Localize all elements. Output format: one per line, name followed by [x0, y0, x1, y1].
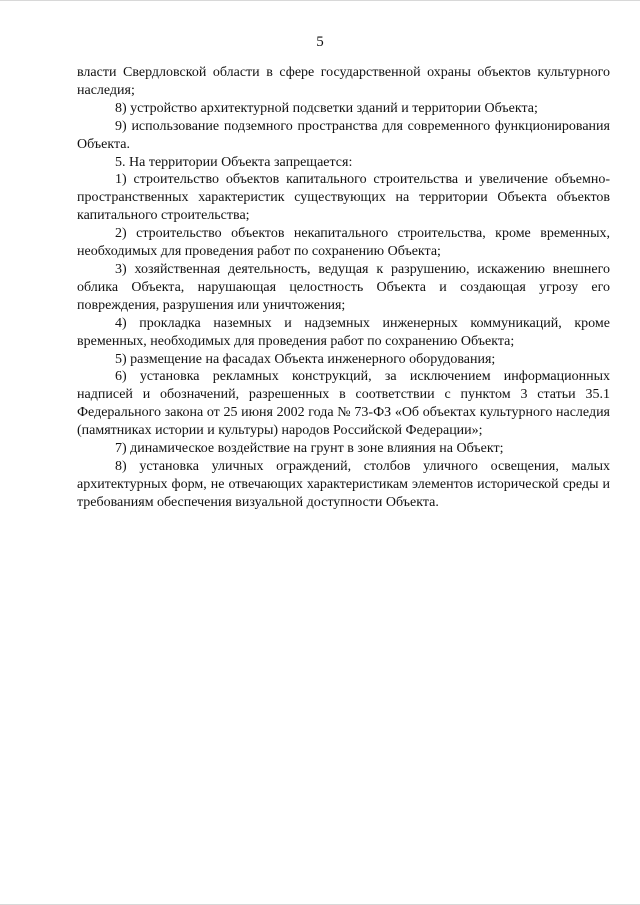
- prohibition-item-1: 1) строительство объектов капитального строительства и увеличение объемно-пространственных характеристик существующих на территории Объекта объектов капитального строительства;: [77, 172, 610, 224]
- list-item-9-underground-space: 9) использование подземного пространства для современного функционирования Объекта.: [77, 118, 610, 152]
- page-number: 5: [316, 34, 324, 50]
- prohibition-item-3: 3) хозяйственная деятельность, ведущая к разрушению, искажению внешнего облика Объекта, нарушающая целостность Объекта и создающая угрозу его повреждения, разрушения или уничтожения;: [77, 261, 610, 313]
- prohibition-item-8: 8) установка уличных ограждений, столбов уличного освещения, малых архитектурных форм, не отвечающих характеристикам элементов исторической среды и требованиям обеспечения визуальной доступности Объекта.: [77, 458, 610, 510]
- prohibition-item-4: 4) прокладка наземных и надземных инженерных коммуникаций, кроме временных, необходимых для проведения работ по сохранению Объекта;: [77, 315, 610, 349]
- list-item-8-architectural-lighting: 8) устройство архитектурной подсветки зданий и территории Объекта;: [115, 100, 538, 116]
- section-5-heading: 5. На территории Объекта запрещается:: [115, 154, 353, 170]
- prohibition-item-7: 7) динамическое воздействие на грунт в зоне влияния на Объект;: [115, 441, 504, 457]
- document-body: [77, 64, 610, 512]
- prohibition-item-2: 2) строительство объектов некапитального строительства, кроме временных, необходимых для проведения работ по сохранению Объекта;: [77, 226, 610, 260]
- page-top-edge: [0, 0, 640, 1]
- prohibition-item-5: 5) размещение на фасадах Объекта инженерного оборудования;: [115, 351, 496, 367]
- paragraph-continuation: власти Свердловской области в сфере государственной охраны объектов культурного наследия;: [77, 65, 610, 98]
- prohibition-item-6: 6) установка рекламных конструкций, за исключением информационных надписей и обозначений, разрешенных в соответствии с пунктом 3 статьи 35.1 Федерального закона от 25 июня 2002 года № 73-ФЗ «Об объектах культурного наследия (памятниках истории и культуры) народов Российской Федерации»;: [77, 369, 610, 439]
